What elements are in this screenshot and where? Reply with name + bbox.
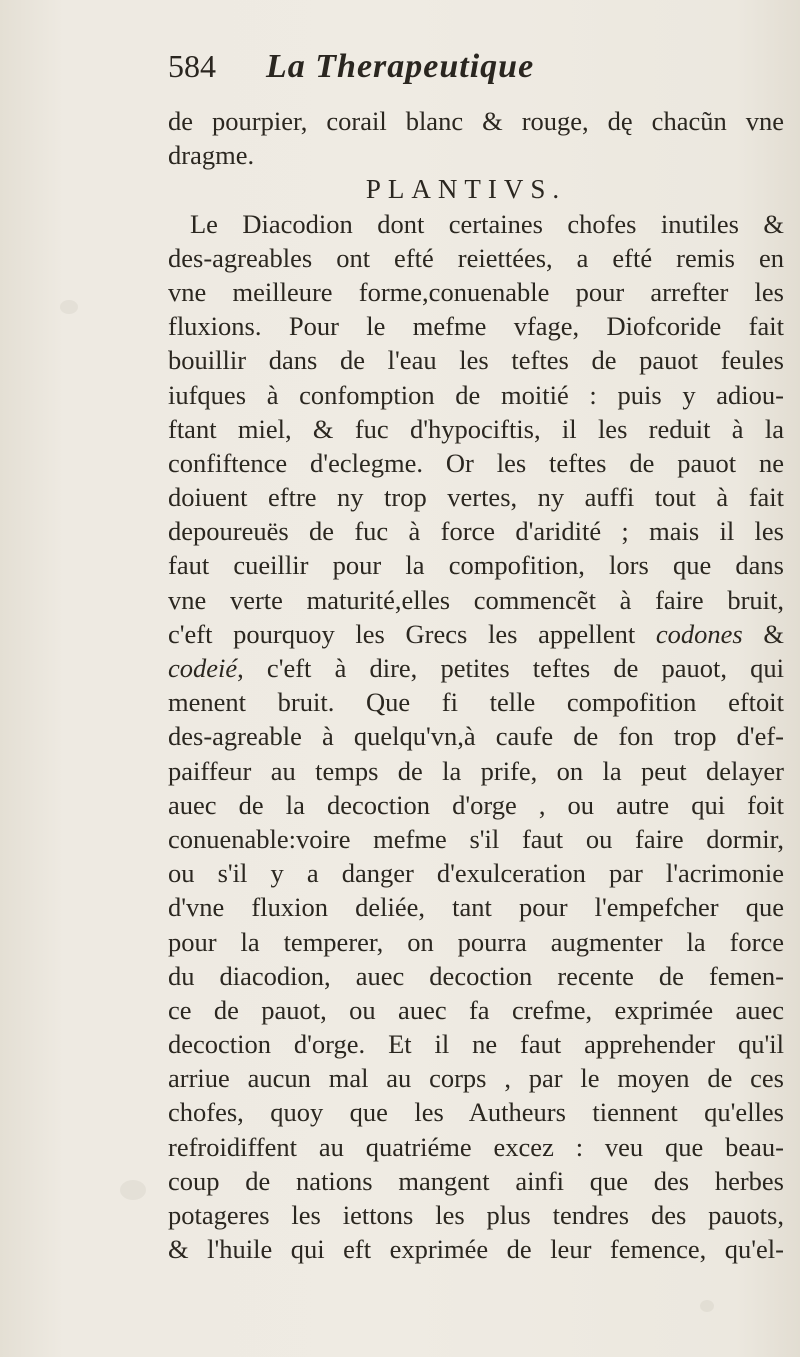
text-line: fluxions. Pour le mefme vfage, Diofcoride fait	[168, 311, 784, 342]
text-line: de pourpier, corail blanc & rouge, dę chacũn vne	[168, 106, 784, 136]
text-line-with-italic	[168, 651, 784, 685]
text-line: doiuent eftre ny trop vertes, ny auffi tout à fait	[168, 482, 784, 513]
text-line: decoction d'orge. Et il ne faut apprehender qu'il	[168, 1029, 784, 1060]
text-line: ce de pauot, ou auec fa crefme, exprimée auec	[168, 994, 784, 1025]
text-segment: c'eft pourquoy les Grecs les appellent	[168, 618, 636, 649]
text-line: iufques à confomption de moitié : puis y adiou-	[168, 379, 784, 410]
page-header	[168, 48, 768, 100]
text-line: bouillir dans de l'eau les teftes de pauot feules	[168, 345, 784, 376]
text-line: ou s'il y a danger d'exulceration par l'acrimonie	[168, 858, 784, 889]
paper-stain	[60, 300, 78, 314]
text-line: vne verte maturité,elles commencẽt à faire bruit,	[168, 584, 784, 615]
text-segment: , c'eft à dire, petites teftes de pauot, qui	[237, 653, 784, 683]
text-line: du diacodion, auec decoction recente de femen-	[168, 960, 784, 991]
text-line: potageres les iettons les plus tendres des pauots,	[168, 1200, 784, 1230]
text-line: d'vne fluxion deliée, tant pour l'empefcher que	[168, 892, 784, 923]
text-line: Le Diacodion dont certaines chofes inutiles &	[190, 208, 784, 239]
text-line: confiftence d'eclegme. Or les teftes de pauot ne	[168, 447, 784, 478]
text-line: menent bruit. Que fi telle compofition eftoit	[168, 687, 784, 718]
text-line: pour la temperer, on pourra augmenter la force	[168, 926, 784, 957]
section-heading: PLANTIVS.	[365, 174, 567, 205]
italic-word: codones	[655, 618, 743, 649]
text-line: vne meilleure forme,conuenable pour arrefter les	[168, 276, 784, 307]
italic-word: codeié	[168, 653, 238, 683]
paper-stain	[700, 1300, 714, 1312]
text-line: paiffeur au temps de la prife, on la peut delayer	[168, 755, 784, 786]
paper-stain	[120, 1180, 146, 1200]
text-line: chofes, quoy que les Autheurs tiennent qu'elles	[168, 1097, 784, 1128]
text-line: & l'huile qui eft exprimée de leur femence, qu'el-	[168, 1234, 784, 1265]
text-line-with-italic	[168, 617, 784, 651]
text-line: faut cueillir pour la compofition, lors que dans	[168, 550, 784, 581]
text-line: des-agreable à quelqu'vn,à caufe de fon trop d'ef-	[168, 721, 784, 752]
running-title: La Therapeutique	[266, 48, 535, 85]
page-number: 584	[168, 48, 216, 84]
body-text	[168, 104, 784, 1266]
text-line: dragme.	[168, 140, 255, 171]
text-line: refroidiffent au quatriéme excez : veu que beau-	[168, 1131, 784, 1162]
text-line: arriue aucun mal au corps , par le moyen de ces	[168, 1063, 784, 1094]
text-line: des-agreables ont efté reiettées, a efté remis en	[168, 242, 784, 273]
text-line: auec de la decoction d'orge , ou autre qui foit	[168, 789, 784, 820]
text-line: coup de nations mangent ainfi que des herbes	[168, 1165, 784, 1196]
text-segment: &	[763, 618, 785, 649]
text-line: ftant miel, & fuc d'hypociftis, il les reduit à la	[168, 413, 784, 444]
text-line: depoureuës de fuc à force d'aridité ; mais il les	[168, 516, 784, 547]
text-line: conuenable:voire mefme s'il faut ou faire dormir,	[168, 823, 784, 854]
